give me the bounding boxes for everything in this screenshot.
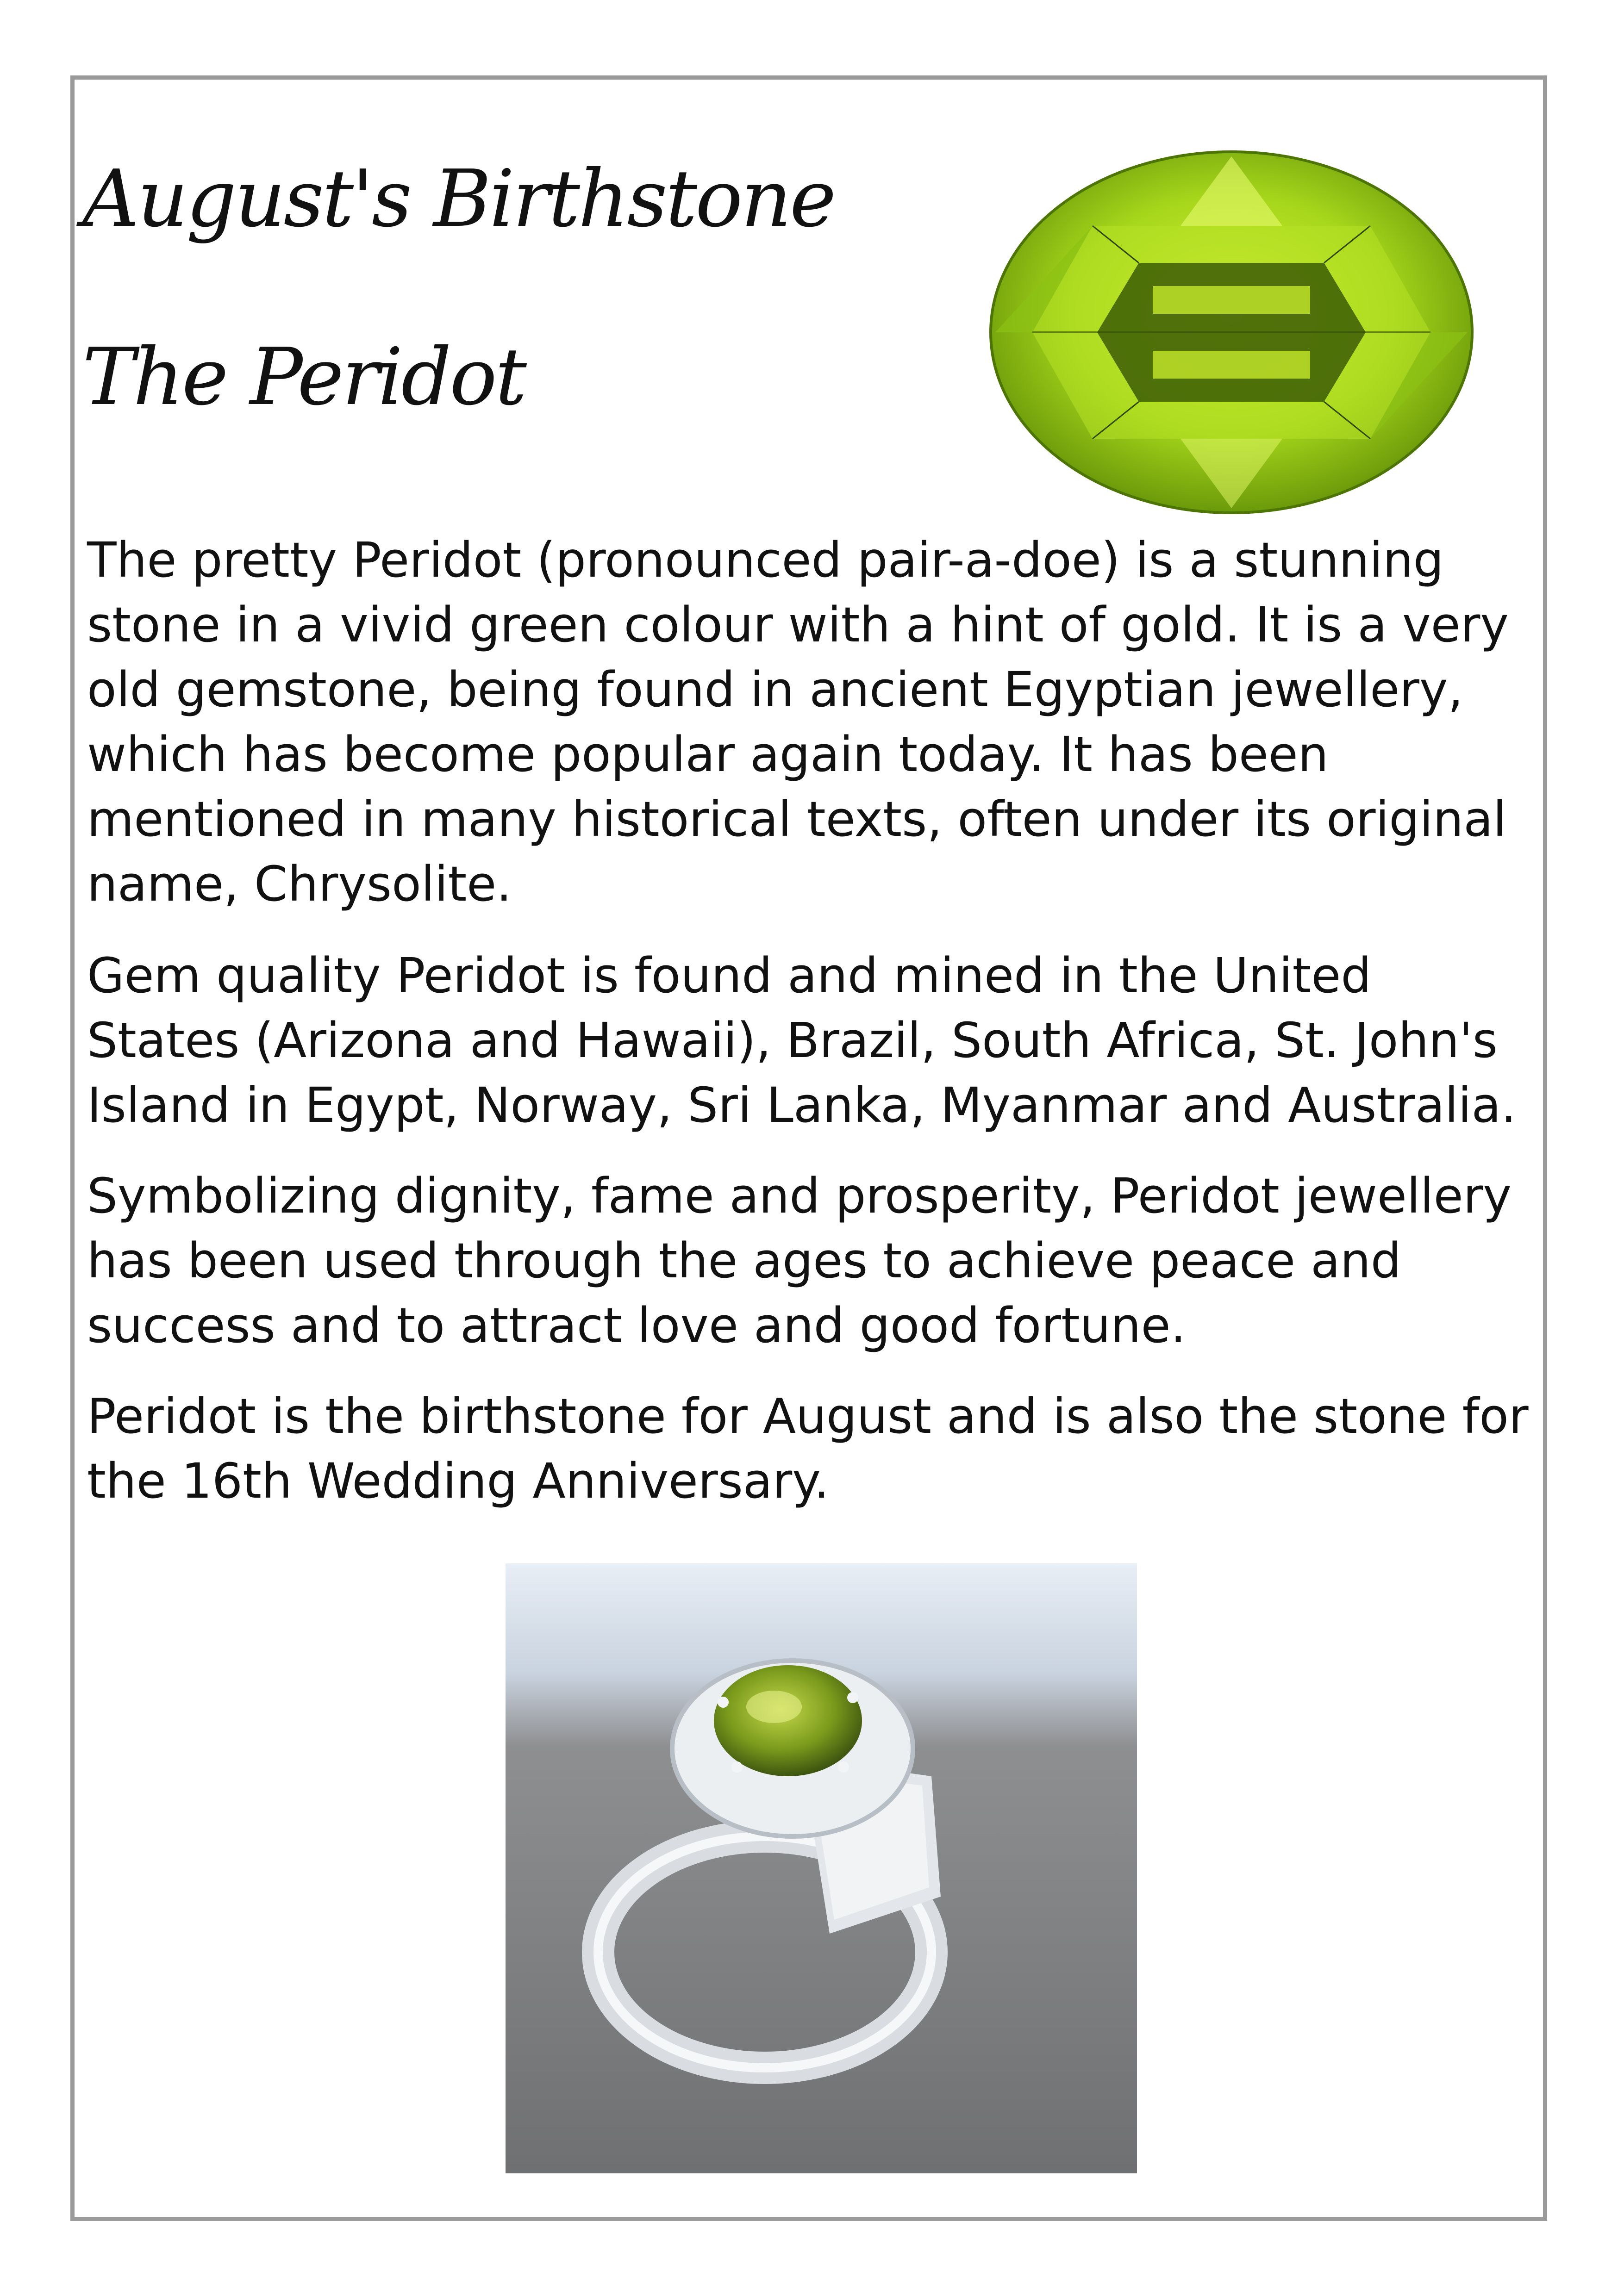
peridot-ring-photo [506,1563,1137,2173]
peridot-gem-image [986,147,1477,517]
intro-paragraph: The pretty Peridot (pronounced pair-a-doe) is a stunning stone in a vivid green colour with a hint of gold. It is a very old gemstone, being found in ancient Egyptian jewellery, which has become popular again today. It has been mentioned in many historical texts, often under its original name, Chrysolite. [87,532,1509,912]
birthstone-paragraph: Peridot is the birthstone for August and is also the stone for the 16th Wedding Anniversary. [87,1388,1529,1509]
page-subtitle: The Peridot [82,331,525,423]
page-title: August's Birthstone [82,153,835,245]
symbolism-paragraph: Symbolizing dignity, fame and prosperity, Peridot jewellery has been used through the ages to achieve peace and success and to attract love and good fortune. [87,1168,1512,1354]
sources-paragraph: Gem quality Peridot is found and mined in the United States (Arizona and Hawaii), Brazil, South Africa, St. John's Island in Egypt, Norway, Sri Lanka, Myanmar and Australia. [87,947,1517,1133]
